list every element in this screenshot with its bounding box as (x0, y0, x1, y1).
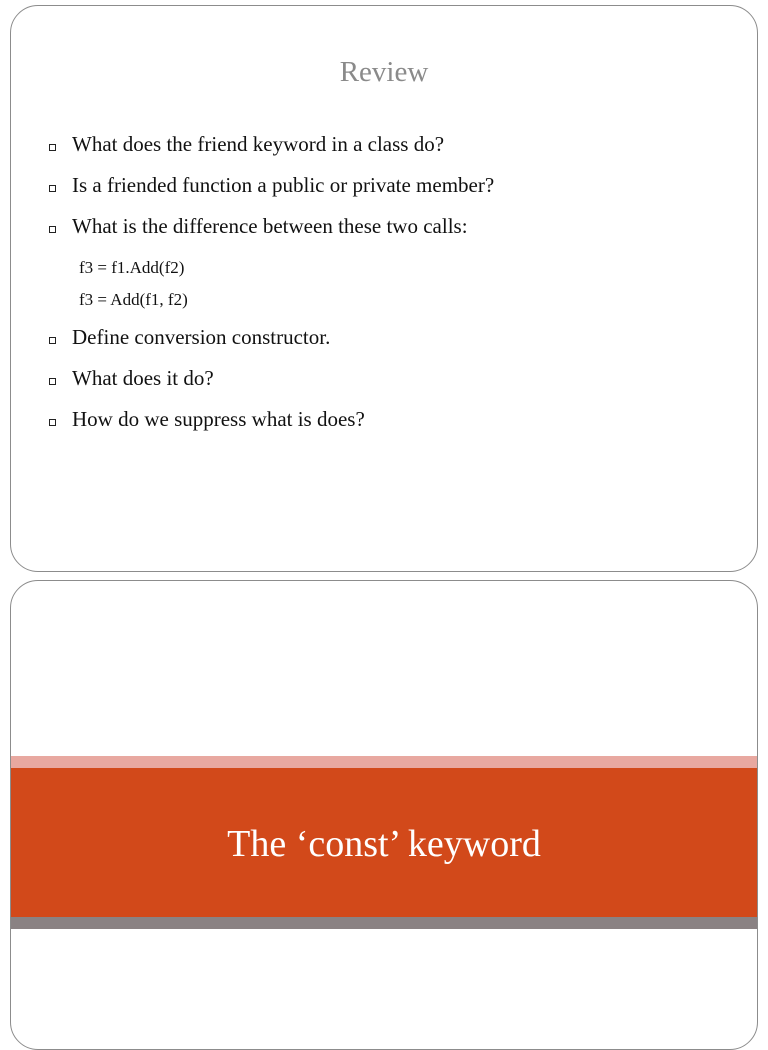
bullet-text: How do we suppress what is does? (72, 407, 365, 431)
square-bullet-icon (49, 226, 56, 233)
square-bullet-icon (49, 185, 56, 192)
section-title: The ‘const’ keyword (227, 823, 541, 865)
accent-band-top (11, 756, 757, 768)
bullet-text: Is a friended function a public or private member? (72, 173, 495, 197)
bullet-list (47, 134, 494, 450)
bullet-text: What does the friend keyword in a class do? (72, 132, 445, 156)
bullet-text: What is the difference between these two calls: (72, 214, 468, 238)
list-item (47, 216, 494, 257)
list-item (47, 409, 494, 450)
list-item (47, 327, 494, 368)
bullet-text: What does it do? (72, 366, 214, 390)
review-slide (10, 5, 758, 572)
accent-band-bottom (11, 917, 757, 929)
list-item (47, 175, 494, 216)
square-bullet-icon (49, 337, 56, 344)
code-line: f3 = Add(f1, f2) (79, 290, 188, 309)
section-title-slide (10, 580, 758, 1050)
list-item (47, 134, 494, 175)
square-bullet-icon (49, 419, 56, 426)
code-line: f3 = f1.Add(f2) (79, 258, 185, 277)
square-bullet-icon (49, 144, 56, 151)
list-item (47, 368, 494, 409)
slide-title: Review (339, 56, 429, 88)
bullet-text: Define conversion constructor. (72, 325, 331, 349)
square-bullet-icon (49, 378, 56, 385)
